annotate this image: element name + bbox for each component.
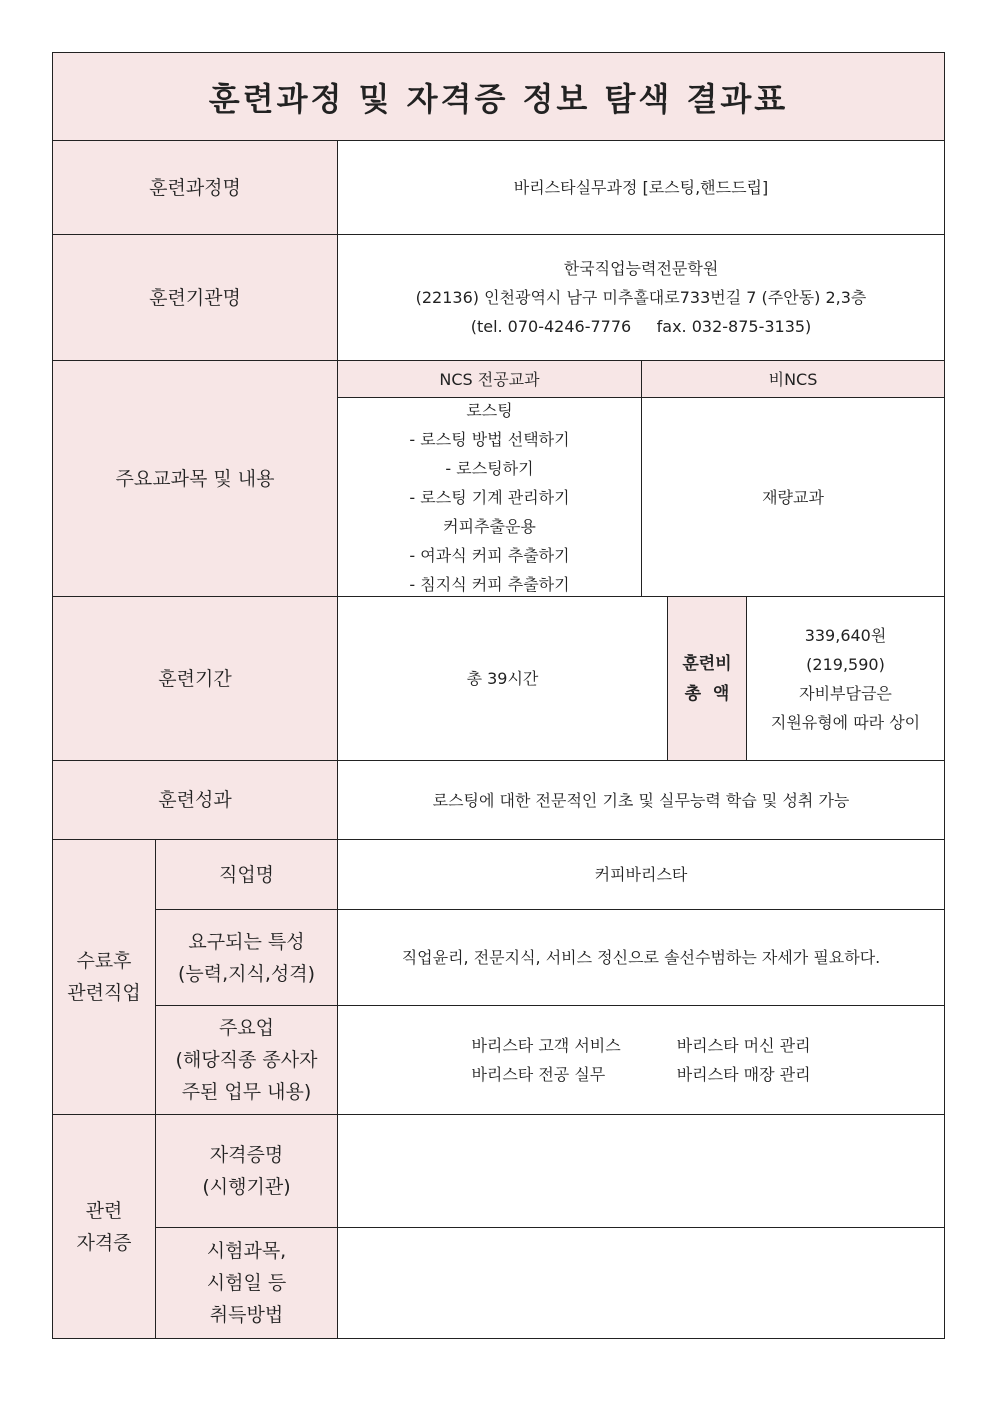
traits-label-cell — [155, 909, 338, 1006]
ncs-line: - 로스팅하기 — [445, 458, 534, 478]
jobs-group-cell — [52, 839, 156, 1115]
fee-label-cell — [667, 596, 747, 761]
course-value: 바리스타실무과정 [로스팅,핸드드립] — [513, 178, 769, 197]
outcome-label-cell — [52, 760, 338, 840]
institution-label-cell — [52, 234, 338, 361]
non-ncs-content-cell — [641, 397, 945, 597]
course-value-cell — [337, 140, 945, 235]
job-name-value: 커피바리스타 — [594, 865, 688, 884]
ncs-line: - 침지식 커피 추출하기 — [409, 574, 570, 594]
traits-value-cell — [337, 909, 945, 1006]
course-label-cell — [52, 140, 338, 235]
job-name-value-cell — [337, 839, 945, 910]
course-label: 훈련과정명 — [149, 176, 241, 199]
ncs-line: - 로스팅 기계 관리하기 — [409, 487, 570, 507]
job-name-label: 직업명 — [218, 863, 275, 886]
fee-amount: 339,640원 — [804, 625, 887, 645]
duties-label: 주요업 — [218, 1017, 275, 1039]
non-ncs-header: 비NCS — [768, 369, 818, 389]
page-title: 훈련과정 및 자격증 정보 탐색 결과표 — [208, 79, 789, 118]
certs-group-label: 관련 — [85, 1199, 123, 1222]
fee-note: 지원유형에 따라 상이 — [770, 712, 921, 732]
outcome-value: 로스팅에 대한 전문적인 기초 및 실무능력 학습 및 성취 가능 — [432, 790, 850, 810]
exam-label: 시험일 등 — [206, 1272, 287, 1294]
fee-support: (219,590) — [806, 654, 885, 674]
duty-item: 바리스타 매장 관리 — [676, 1065, 811, 1084]
duties-label-cell — [155, 1005, 338, 1115]
ncs-content-cell — [337, 397, 642, 597]
institution-label: 훈련기관명 — [149, 286, 241, 309]
duties-value-cell — [337, 1005, 945, 1115]
ncs-line: 커피추출운용 — [443, 516, 536, 536]
exam-value-cell — [337, 1227, 945, 1339]
fee-note: 자비부담금은 — [799, 683, 892, 703]
period-value-cell — [337, 596, 668, 761]
period-label-cell — [52, 596, 338, 761]
traits-label: 요구되는 특성 — [188, 930, 305, 953]
exam-label-cell — [155, 1227, 338, 1339]
exam-label: 시험과목, — [206, 1240, 287, 1262]
outcome-value-cell — [337, 760, 945, 840]
ncs-line: - 로스팅 방법 선택하기 — [409, 429, 570, 449]
period-label: 훈련기간 — [158, 667, 232, 690]
jobs-group-label: 수료후 — [76, 950, 132, 972]
traits-label: (능력,지식,성격) — [177, 962, 316, 985]
certs-group-label: 자격증 — [76, 1231, 132, 1254]
result-table — [52, 52, 945, 1339]
exam-label: 취득방법 — [209, 1304, 284, 1326]
duty-item: 바리스타 머신 관리 — [676, 1036, 811, 1055]
jobs-group-label: 관련직업 — [67, 982, 141, 1004]
duty-item: 바리스타 전공 실무 — [471, 1065, 606, 1084]
ncs-header: NCS 전공교과 — [439, 369, 540, 389]
certs-group-cell — [52, 1114, 156, 1339]
traits-value: 직업윤리, 전문지식, 서비스 정신으로 솔선수범하는 자세가 필요하다. — [401, 948, 881, 967]
institution-address: (22136) 인천광역시 남구 미추홀대로733번길 7 (주안동) 2,3층 — [415, 288, 867, 307]
institution-name: 한국직업능력전문학원 — [563, 259, 719, 278]
title-cell — [52, 52, 945, 141]
period-value: 총 39시간 — [466, 669, 539, 688]
institution-value-cell — [337, 234, 945, 361]
fee-label: 총 액 — [684, 683, 730, 704]
duties-label: (해당직종 종사자 — [175, 1049, 318, 1071]
subjects-label-cell — [52, 360, 338, 597]
duties-label: 주된 업무 내용) — [181, 1081, 312, 1103]
cert-name-label-cell — [155, 1114, 338, 1228]
fee-label: 훈련비 — [682, 653, 732, 674]
ncs-header-cell — [337, 360, 642, 398]
subjects-label: 주요교과목 및 내용 — [115, 467, 275, 490]
job-name-label-cell — [155, 839, 338, 910]
duties-list — [471, 1031, 810, 1089]
institution-contact: (tel. 070-4246-7776 fax. 032-875-3135) — [470, 317, 812, 336]
duty-item: 바리스타 고객 서비스 — [471, 1036, 621, 1055]
cert-name-value-cell — [337, 1114, 945, 1228]
cert-name-label: 자격증명 — [209, 1144, 284, 1166]
outcome-label: 훈련성과 — [158, 789, 232, 811]
fee-value-cell — [746, 596, 945, 761]
non-ncs-header-cell — [641, 360, 945, 398]
ncs-line: 로스팅 — [466, 400, 513, 420]
ncs-line: - 여과식 커피 추출하기 — [409, 545, 570, 565]
cert-name-label: (시행기관) — [202, 1176, 291, 1198]
non-ncs-value: 재량교과 — [762, 487, 824, 507]
